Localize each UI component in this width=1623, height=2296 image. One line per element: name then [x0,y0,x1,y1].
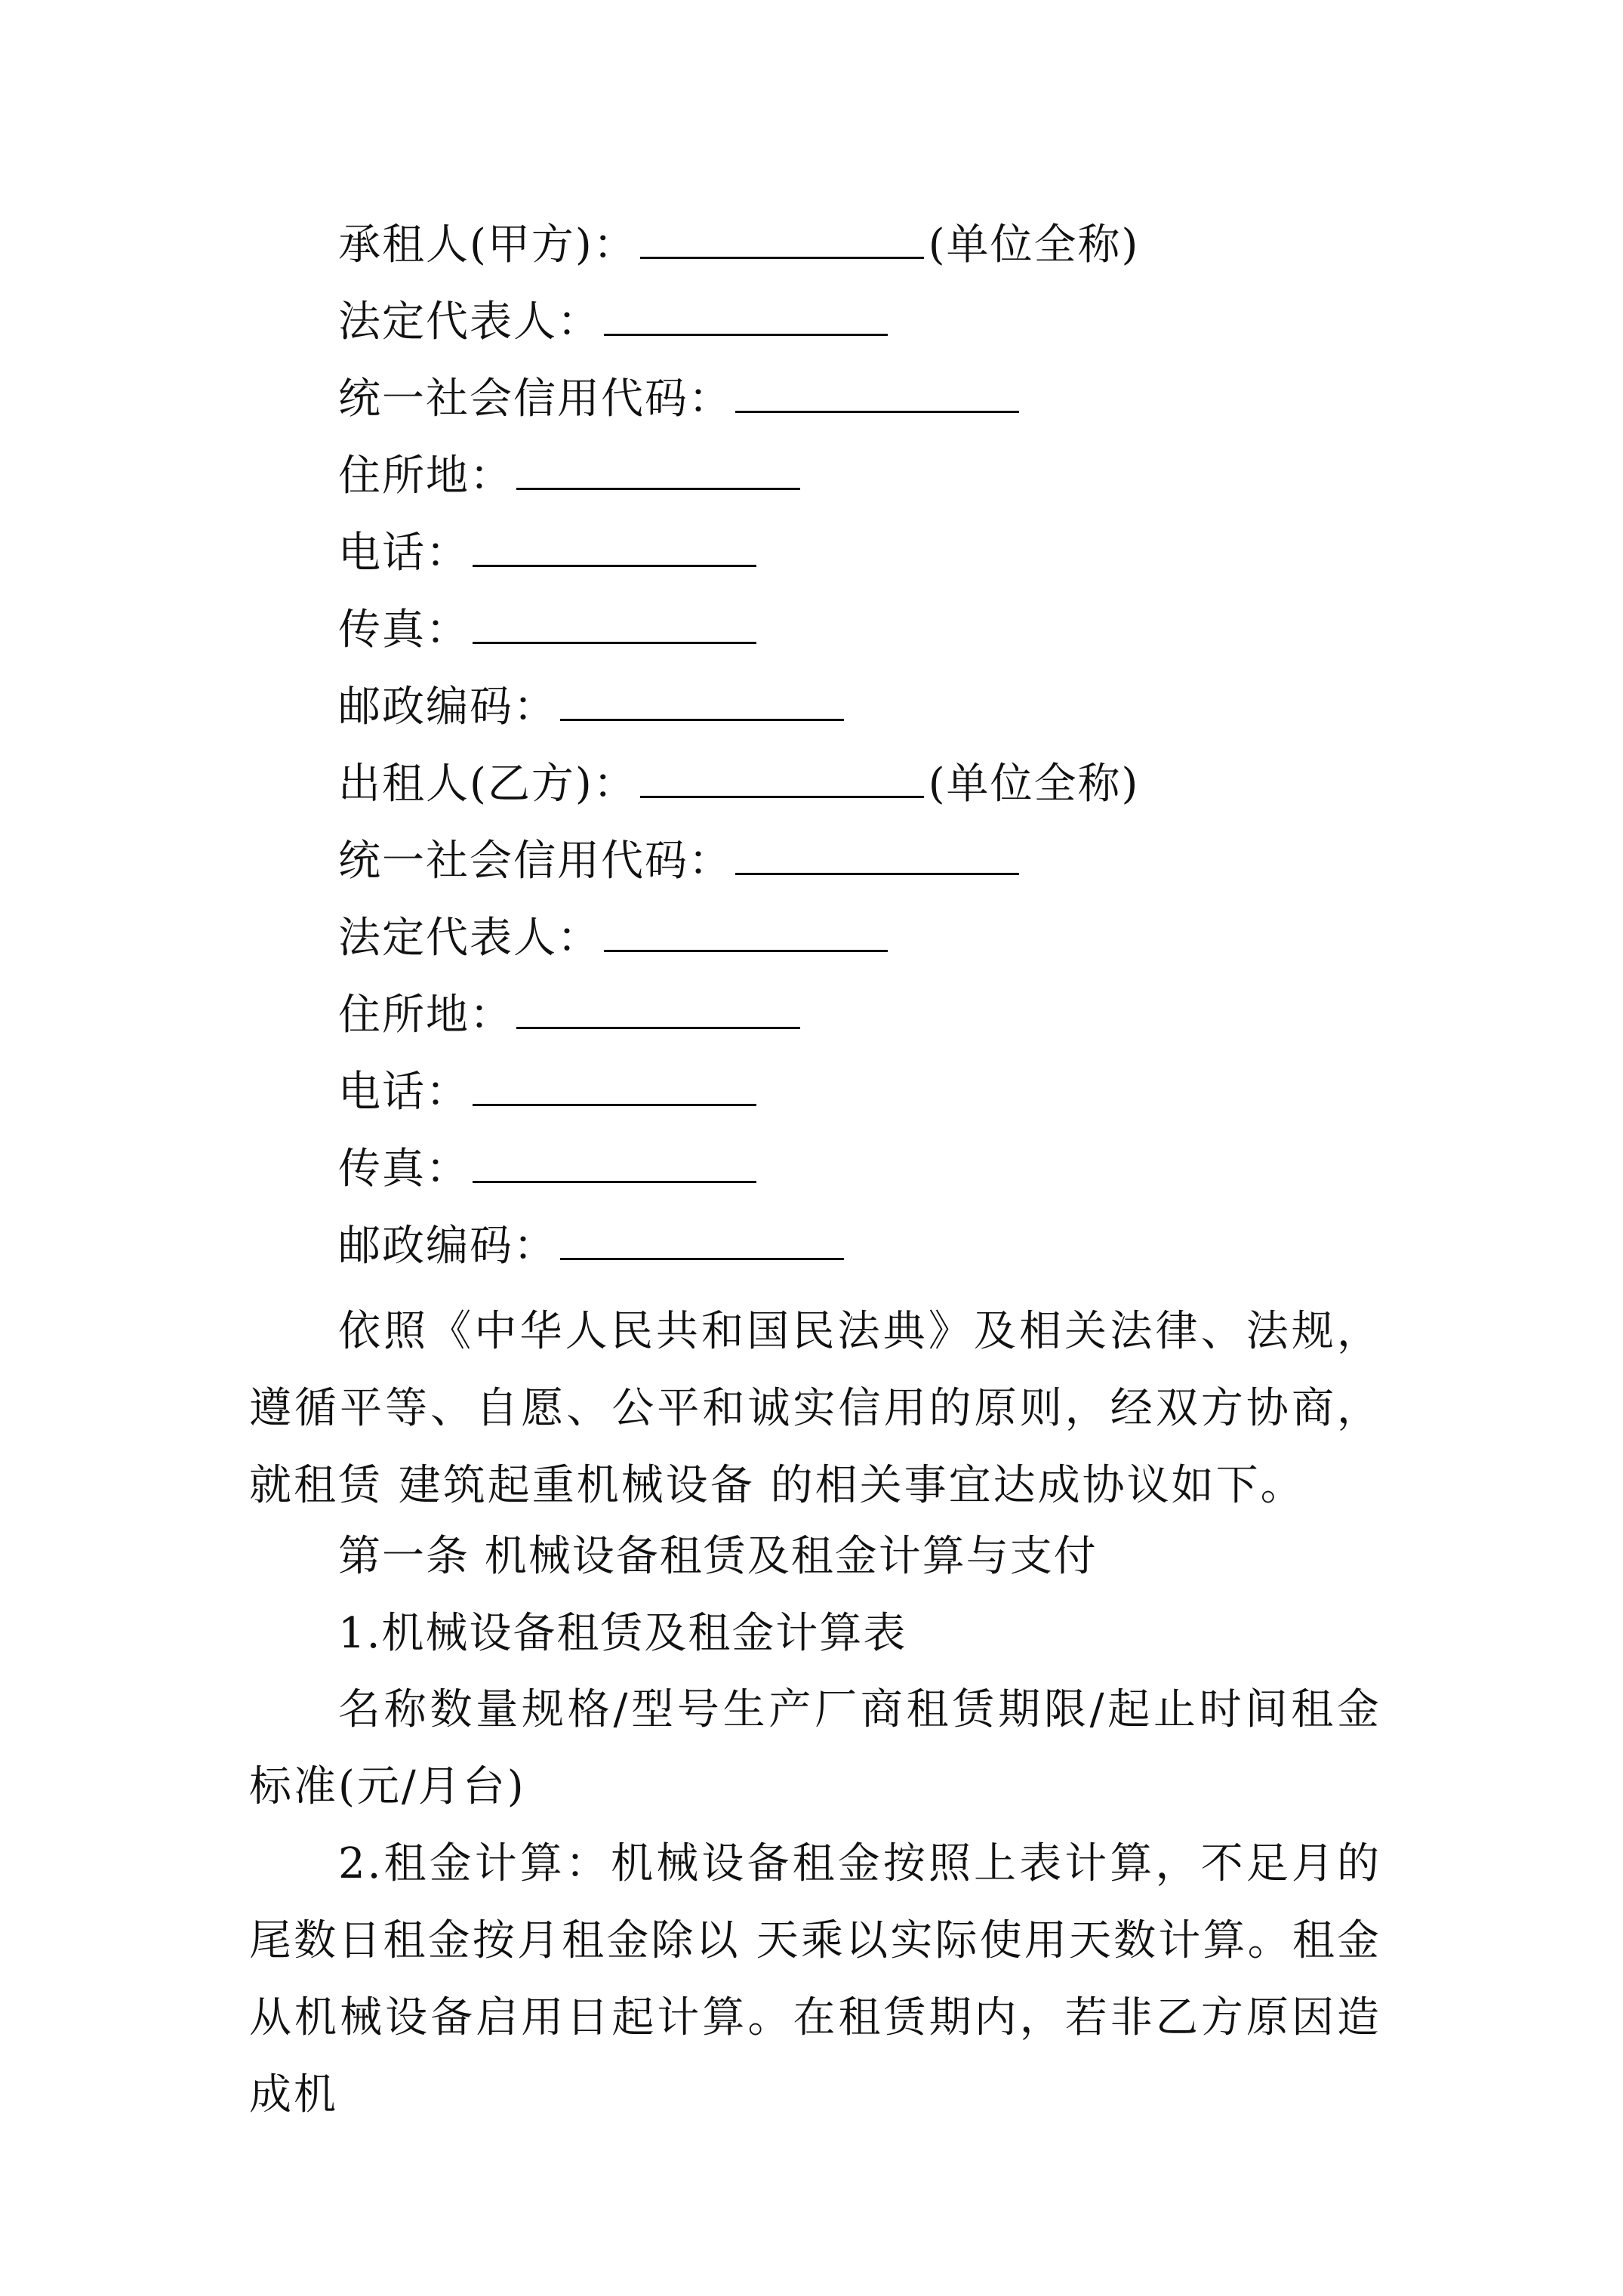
lessee-postcode-row [338,677,844,738]
lessor-phone-blank[interactable] [473,1066,756,1106]
lessee-fax-blank[interactable] [473,604,756,644]
lessee-fax-label: 传真： [338,606,470,655]
lessee-legal-rep-row [338,292,888,353]
lessor-postcode-row [338,1216,844,1277]
lessor-party-suffix: (单位全称) [928,760,1140,809]
lessee-postcode-label: 邮政编码： [338,683,557,732]
lessor-address-blank[interactable] [516,989,800,1029]
preamble-paragraph: 依照《中华人民共和国民法典》及相关法律、法规，遵循平等、自愿、公平和诚实信用的原则，经双方协商，就租赁 建筑起重机械设备 的相关事宜达成协议如下。 [249,1307,1381,1510]
lessor-fax-row [338,1139,756,1200]
lessor-fax-blank[interactable] [473,1143,756,1183]
lessee-credit-code-label: 统一社会信用代码： [338,374,732,424]
lessor-party-row [338,754,1139,815]
lessee-address-label: 住所地： [338,451,513,501]
lessee-phone-row [338,523,756,584]
lessor-fax-label: 传真： [338,1145,470,1194]
lessee-postcode-blank[interactable] [560,681,844,721]
lessor-legal-rep-blank[interactable] [604,912,888,952]
lessor-address-label: 住所地： [338,991,513,1040]
lessor-postcode-blank[interactable] [560,1220,844,1260]
lessor-address-row [338,985,800,1046]
lessor-party-label: 出租人(乙方)： [338,760,637,809]
lessee-phone-blank[interactable] [473,527,756,567]
rental-table-header: 名称数量规格/型号生产厂商租赁期限/起止时间租金标准(元/月台) [249,1685,1381,1811]
lessee-party-row [338,215,1139,276]
lessor-credit-code-label: 统一社会信用代码： [338,837,732,886]
lessor-phone-row [338,1062,756,1123]
article1-item2-paragraph: 2.租金计算：机械设备租金按照上表计算，不足月的尾数日租金按月租金除以 天乘以实际使用天数计算。租金从机械设备启用日起计算。在租赁期内，若非乙方原因造成机 [249,1839,1381,2119]
lessor-credit-code-row [338,831,1019,892]
lessor-phone-label: 电话： [338,1068,470,1117]
lessee-party-label: 承租人(甲方)： [338,220,637,270]
article1-title: 第一条 机械设备租赁及租金计算与支付 [338,1532,1098,1581]
lessor-legal-rep-row [338,908,888,969]
lessee-legal-rep-label: 法定代表人： [338,297,601,347]
lessee-address-row [338,446,800,507]
lessee-fax-row [338,600,756,661]
lessor-legal-rep-label: 法定代表人： [338,914,601,963]
lessee-party-blank[interactable] [640,219,924,259]
lessee-party-suffix: (单位全称) [928,220,1140,270]
lessee-phone-label: 电话： [338,529,470,578]
lessee-address-blank[interactable] [516,450,800,490]
lessee-credit-code-row [338,369,1019,430]
lessee-credit-code-blank[interactable] [735,373,1019,413]
lessor-postcode-label: 邮政编码： [338,1222,557,1271]
lessor-credit-code-blank[interactable] [735,835,1019,875]
lessor-party-blank[interactable] [640,758,924,798]
lessee-legal-rep-blank[interactable] [604,296,888,336]
article1-item1-title: 1.机械设备租赁及租金计算表 [338,1609,907,1658]
